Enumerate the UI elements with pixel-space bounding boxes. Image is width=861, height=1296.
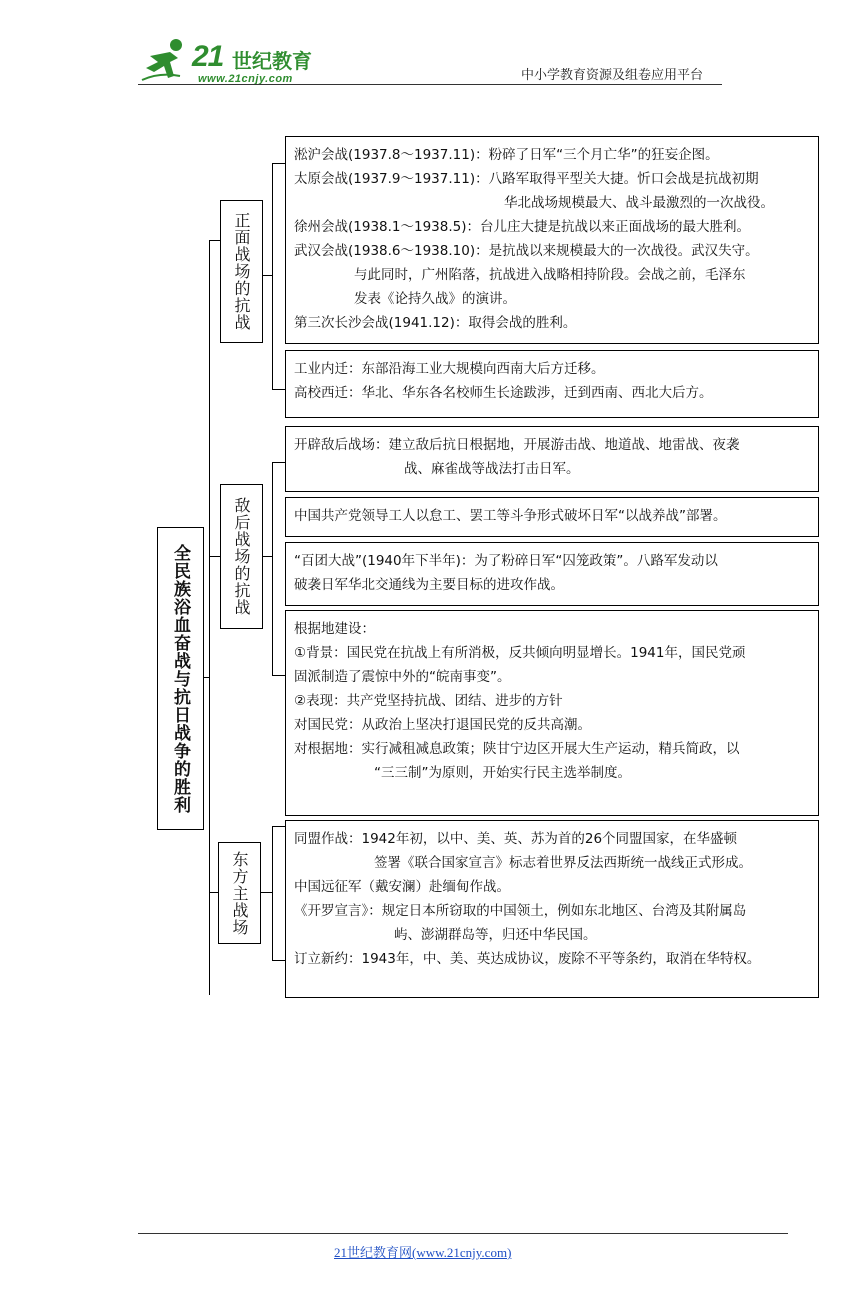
- text-line: 发表《论持久战》的演讲。: [354, 291, 516, 307]
- text-line: 屿、澎湖群岛等，归还中华民国。: [394, 927, 597, 943]
- text-line: 工业内迁：东部沿海工业大规模向西南大后方迁移。: [294, 361, 605, 377]
- text-line: 同盟作战：1942年初，以中、美、英、苏为首的26个同盟国家，在华盛顿: [294, 831, 738, 847]
- text-line: “百团大战”(1940年下半年)：为了粉碎日军“囚笼政策”。八路军发动以: [294, 553, 718, 569]
- text-line: 华北战场规模最大、战斗最激烈的一次战役。: [504, 195, 774, 211]
- logo-number: 21: [192, 40, 224, 73]
- main-title-text: 全民族浴血奋战与抗日战争的胜利: [170, 543, 190, 814]
- content-box-workers: [285, 497, 819, 537]
- text-line: 太原会战(1937.9～1937.11)：八路军取得平型关大捷。忻口会战是抗战初期: [294, 171, 759, 187]
- footer-link[interactable]: 21世纪教育网(www.21cnjy.com): [334, 1245, 512, 1260]
- content-box-battles: [285, 136, 819, 344]
- logo-name: 世纪教育: [232, 49, 312, 73]
- text-line: 与此同时，广州陷落，抗战进入战略相持阶段。会战之前，毛泽东: [354, 267, 746, 283]
- content-box-hundred-regiments: [285, 542, 819, 606]
- text-line: 战、麻雀战等战法打击日军。: [404, 461, 580, 477]
- text-line: 破袭日军华北交通线为主要目标的进攻作战。: [294, 577, 564, 593]
- section-title-text: 东方主战场: [230, 850, 249, 936]
- site-logo[interactable]: [140, 36, 320, 86]
- content-box-relocation: [285, 350, 819, 418]
- text-line: 对国民党：从政治上坚决打退国民党的反共高潮。: [294, 717, 591, 733]
- content-box-allied: [285, 820, 819, 998]
- content-box-base-building: [285, 610, 819, 816]
- text-line: 武汉会战(1938.6～1938.10)：是抗战以来规模最大的一次战役。武汉失守。: [294, 243, 759, 259]
- text-line: 签署《联合国家宣言》标志着世界反法西斯统一战线正式形成。: [374, 855, 752, 871]
- text-line: 对根据地：实行减租减息政策；陕甘宁边区开展大生产运动，精兵简政，以: [294, 741, 740, 757]
- text-line: 中国共产党领导工人以怠工、罢工等斗争形式破坏日军“以战养战”部署。: [294, 508, 727, 524]
- text-line: ②表现：共产党坚持抗战、团结、进步的方针: [294, 693, 563, 709]
- content-box-guerrilla: [285, 426, 819, 492]
- section-title-text: 正面战场的抗战: [232, 212, 251, 331]
- text-line: 《开罗宣言》：规定日本所窃取的中国领土，例如东北地区、台湾及其附属岛: [294, 903, 747, 919]
- text-line: 订立新约：1943年，中、美、英达成协议，废除不平等条约，取消在华特权。: [294, 951, 761, 967]
- text-line: 高校西迁：华北、华东各名校师生长途跋涉，迁到西南、西北大后方。: [294, 385, 713, 401]
- text-line: “三三制”为原则，开始实行民主选举制度。: [374, 765, 631, 781]
- text-line: 固派制造了震惊中外的“皖南事变”。: [294, 669, 511, 685]
- text-line: 第三次长沙会战(1941.12)：取得会战的胜利。: [294, 315, 577, 331]
- text-line: 中国远征军（戴安澜）赴缅甸作战。: [294, 879, 510, 895]
- footer-divider: [138, 1233, 788, 1234]
- section-title-behind-lines: [220, 484, 263, 629]
- text-line: ①背景：国民党在抗战上有所消极，反共倾向明显增长。1941年，国民党顽: [294, 645, 746, 661]
- text-line: 根据地建设：: [294, 621, 375, 637]
- section-title-eastern: [218, 842, 261, 944]
- text-line: 开辟敌后战场：建立敌后抗日根据地，开展游击战、地道战、地雷战、夜袭: [294, 437, 740, 453]
- text-line: 徐州会战(1938.1～1938.5)：台儿庄大捷是抗战以来正面战场的最大胜利。: [294, 219, 751, 235]
- platform-text: 中小学教育资源及组卷应用平台: [521, 68, 704, 83]
- main-title: [157, 527, 204, 830]
- section-title-text: 敌后战场的抗战: [232, 497, 251, 616]
- runner-icon: [140, 36, 192, 82]
- text-line: 淞沪会战(1937.8～1937.11)：粉碎了日军“三个月亡华”的狂妄企图。: [294, 147, 719, 163]
- section-title-frontline: [220, 200, 263, 343]
- logo-url: www.21cnjy.com: [198, 73, 293, 85]
- header-divider: [138, 84, 722, 85]
